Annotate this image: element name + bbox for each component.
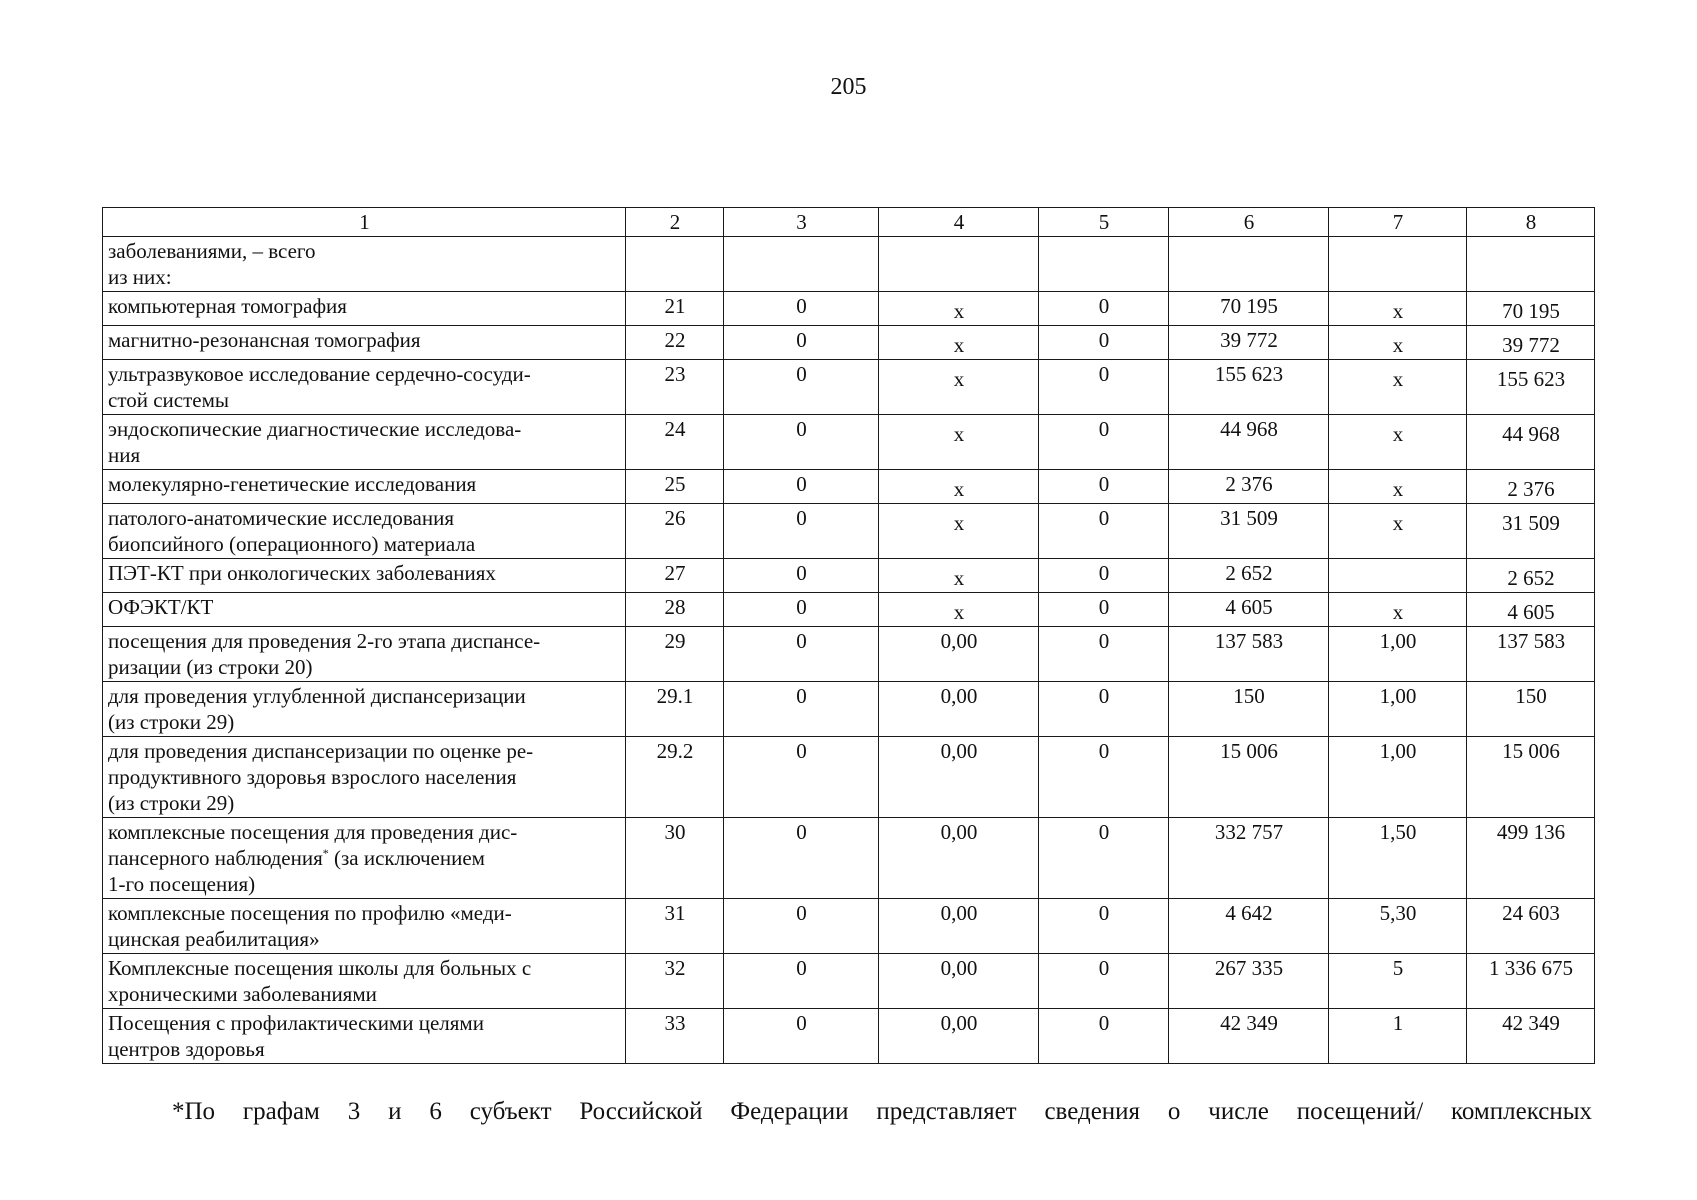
- table-cell: 0: [724, 360, 879, 415]
- table-cell: 150: [1169, 682, 1329, 737]
- row-label: для проведения диспансеризации по оценке ре- продуктивного здоровья взрослого населения (из строки 29): [103, 737, 626, 818]
- data-table-container: [102, 207, 1594, 1064]
- table-cell: 499 136: [1467, 818, 1595, 899]
- table-cell: 0: [724, 292, 879, 326]
- table-cell: 0: [1039, 899, 1169, 954]
- table-cell: 70 195: [1467, 292, 1595, 326]
- table-cell: [724, 237, 879, 292]
- row-label: для проведения углубленной диспансеризации (из строки 29): [103, 682, 626, 737]
- page-number: 205: [830, 74, 867, 100]
- table-cell: 0: [1039, 559, 1169, 593]
- table-cell: 29.1: [626, 682, 724, 737]
- table-cell: 23: [626, 360, 724, 415]
- table-cell: 1: [1329, 1009, 1467, 1064]
- table-cell: 1,00: [1329, 737, 1467, 818]
- table-cell: 0: [724, 415, 879, 470]
- table-row: [103, 470, 1595, 504]
- table-cell: 137 583: [1467, 627, 1595, 682]
- table-cell: [1329, 237, 1467, 292]
- table-cell: 0: [1039, 415, 1169, 470]
- table-cell: 70 195: [1169, 292, 1329, 326]
- table-cell: 4 605: [1467, 593, 1595, 627]
- table-cell: x: [879, 559, 1039, 593]
- row-label: компьютерная томография: [103, 292, 626, 326]
- footnote: *По графам 3 и 6 субъект Российской Федерации представляет сведения о числе посещений/ комплексных: [172, 1098, 1592, 1125]
- column-header: 8: [1467, 208, 1595, 237]
- table-cell: 0: [1039, 470, 1169, 504]
- table-cell: 31 509: [1467, 504, 1595, 559]
- table-cell: 0: [1039, 504, 1169, 559]
- table-row: [103, 954, 1595, 1009]
- table-cell: 22: [626, 326, 724, 360]
- row-label: ПЭТ-КТ при онкологических заболеваниях: [103, 559, 626, 593]
- table-cell: x: [879, 326, 1039, 360]
- table-cell: [1329, 559, 1467, 593]
- table-cell: 4 605: [1169, 593, 1329, 627]
- table-cell: 2 376: [1467, 470, 1595, 504]
- table-cell: 26: [626, 504, 724, 559]
- table-cell: 44 968: [1169, 415, 1329, 470]
- table-row: [103, 682, 1595, 737]
- table-cell: 2 376: [1169, 470, 1329, 504]
- table-cell: 155 623: [1467, 360, 1595, 415]
- table-cell: 0,00: [879, 954, 1039, 1009]
- row-label: ультразвуковое исследование сердечно-сосуди- стой системы: [103, 360, 626, 415]
- table-cell: 25: [626, 470, 724, 504]
- table-cell: 0: [1039, 954, 1169, 1009]
- table-cell: 0: [724, 682, 879, 737]
- table-cell: 0: [1039, 292, 1169, 326]
- table-cell: 21: [626, 292, 724, 326]
- row-label: комплексные посещения по профилю «меди- цинская реабилитация»: [103, 899, 626, 954]
- table-cell: x: [879, 415, 1039, 470]
- table-cell: 32: [626, 954, 724, 1009]
- table-cell: x: [1329, 326, 1467, 360]
- table-cell: 0,00: [879, 899, 1039, 954]
- table-cell: [1169, 237, 1329, 292]
- table-cell: 42 349: [1467, 1009, 1595, 1064]
- column-header: 5: [1039, 208, 1169, 237]
- table-cell: x: [879, 470, 1039, 504]
- table-cell: 0,00: [879, 1009, 1039, 1064]
- table-cell: 33: [626, 1009, 724, 1064]
- table-body: [103, 208, 1595, 1064]
- table-cell: 5,30: [1329, 899, 1467, 954]
- table-row: [103, 593, 1595, 627]
- table-cell: 0: [1039, 1009, 1169, 1064]
- table-cell: 0: [724, 593, 879, 627]
- column-header: 7: [1329, 208, 1467, 237]
- table-cell: 1 336 675: [1467, 954, 1595, 1009]
- row-label: Комплексные посещения школы для больных с хроническими заболеваниями: [103, 954, 626, 1009]
- column-header: 3: [724, 208, 879, 237]
- column-header: 1: [103, 208, 626, 237]
- row-label: посещения для проведения 2-го этапа диспансе- ризации (из строки 20): [103, 627, 626, 682]
- column-header: 6: [1169, 208, 1329, 237]
- table-cell: x: [879, 504, 1039, 559]
- table-cell: 24: [626, 415, 724, 470]
- table-cell: 150: [1467, 682, 1595, 737]
- table-cell: x: [1329, 415, 1467, 470]
- table-cell: 0: [1039, 818, 1169, 899]
- table-cell: x: [1329, 360, 1467, 415]
- table-row: [103, 360, 1595, 415]
- table-cell: 155 623: [1169, 360, 1329, 415]
- table-cell: 0,00: [879, 627, 1039, 682]
- table-cell: 0: [724, 326, 879, 360]
- table-cell: 0: [1039, 627, 1169, 682]
- table-cell: 1,00: [1329, 682, 1467, 737]
- table-row: [103, 415, 1595, 470]
- table-cell: 0: [724, 470, 879, 504]
- table-cell: x: [879, 292, 1039, 326]
- table-row: [103, 737, 1595, 818]
- table-cell: x: [879, 593, 1039, 627]
- table-cell: 27: [626, 559, 724, 593]
- table-row: [103, 818, 1595, 899]
- table-cell: x: [1329, 292, 1467, 326]
- row-label: Посещения с профилактическими целями центров здоровья: [103, 1009, 626, 1064]
- table-row: [103, 326, 1595, 360]
- table-cell: [879, 237, 1039, 292]
- table-cell: 29: [626, 627, 724, 682]
- table-cell: 0,00: [879, 682, 1039, 737]
- table-cell: x: [1329, 504, 1467, 559]
- table-cell: 30: [626, 818, 724, 899]
- column-header: 4: [879, 208, 1039, 237]
- row-label: комплексные посещения для проведения дис- пансерного наблюдения* (за исключением 1-го посещения): [103, 818, 626, 899]
- row-label: ОФЭКТ/КТ: [103, 593, 626, 627]
- row-label: магнитно-резонансная томография: [103, 326, 626, 360]
- table-cell: 2 652: [1467, 559, 1595, 593]
- table-cell: 332 757: [1169, 818, 1329, 899]
- table-cell: 0: [1039, 360, 1169, 415]
- table-cell: x: [1329, 593, 1467, 627]
- data-table: [102, 207, 1595, 1064]
- table-cell: 31: [626, 899, 724, 954]
- table-cell: [626, 237, 724, 292]
- table-cell: 0: [724, 1009, 879, 1064]
- table-row: [103, 899, 1595, 954]
- table-row: [103, 237, 1595, 292]
- table-cell: 0: [724, 899, 879, 954]
- table-cell: x: [879, 360, 1039, 415]
- table-cell: 0: [724, 559, 879, 593]
- table-cell: 31 509: [1169, 504, 1329, 559]
- column-header: 2: [626, 208, 724, 237]
- table-cell: 1,50: [1329, 818, 1467, 899]
- table-cell: 137 583: [1169, 627, 1329, 682]
- table-cell: 0: [1039, 593, 1169, 627]
- table-cell: 5: [1329, 954, 1467, 1009]
- table-cell: 15 006: [1169, 737, 1329, 818]
- table-cell: [1039, 237, 1169, 292]
- table-row: [103, 559, 1595, 593]
- table-cell: x: [1329, 470, 1467, 504]
- table-cell: 15 006: [1467, 737, 1595, 818]
- table-cell: 4 642: [1169, 899, 1329, 954]
- table-cell: 0,00: [879, 818, 1039, 899]
- table-cell: 42 349: [1169, 1009, 1329, 1064]
- table-cell: 39 772: [1169, 326, 1329, 360]
- table-cell: 0: [724, 627, 879, 682]
- table-cell: 0: [1039, 326, 1169, 360]
- table-cell: 44 968: [1467, 415, 1595, 470]
- table-row: [103, 504, 1595, 559]
- table-cell: 24 603: [1467, 899, 1595, 954]
- table-cell: [1467, 237, 1595, 292]
- table-cell: 28: [626, 593, 724, 627]
- table-cell: 0,00: [879, 737, 1039, 818]
- table-header-row: [103, 208, 1595, 237]
- table-cell: 2 652: [1169, 559, 1329, 593]
- table-row: [103, 292, 1595, 326]
- table-cell: 29.2: [626, 737, 724, 818]
- table-cell: 39 772: [1467, 326, 1595, 360]
- row-label: эндоскопические диагностические исследова- ния: [103, 415, 626, 470]
- table-cell: 0: [724, 954, 879, 1009]
- table-cell: 0: [1039, 682, 1169, 737]
- table-cell: 0: [724, 737, 879, 818]
- row-label: патолого-анатомические исследования биопсийного (операционного) материала: [103, 504, 626, 559]
- row-label: молекулярно-генетические исследования: [103, 470, 626, 504]
- table-cell: 0: [724, 504, 879, 559]
- table-row: [103, 1009, 1595, 1064]
- table-row: [103, 627, 1595, 682]
- table-cell: 0: [724, 818, 879, 899]
- table-cell: 0: [1039, 737, 1169, 818]
- row-label: заболеваниями, – всего из них:: [103, 237, 626, 292]
- table-cell: 267 335: [1169, 954, 1329, 1009]
- table-cell: 1,00: [1329, 627, 1467, 682]
